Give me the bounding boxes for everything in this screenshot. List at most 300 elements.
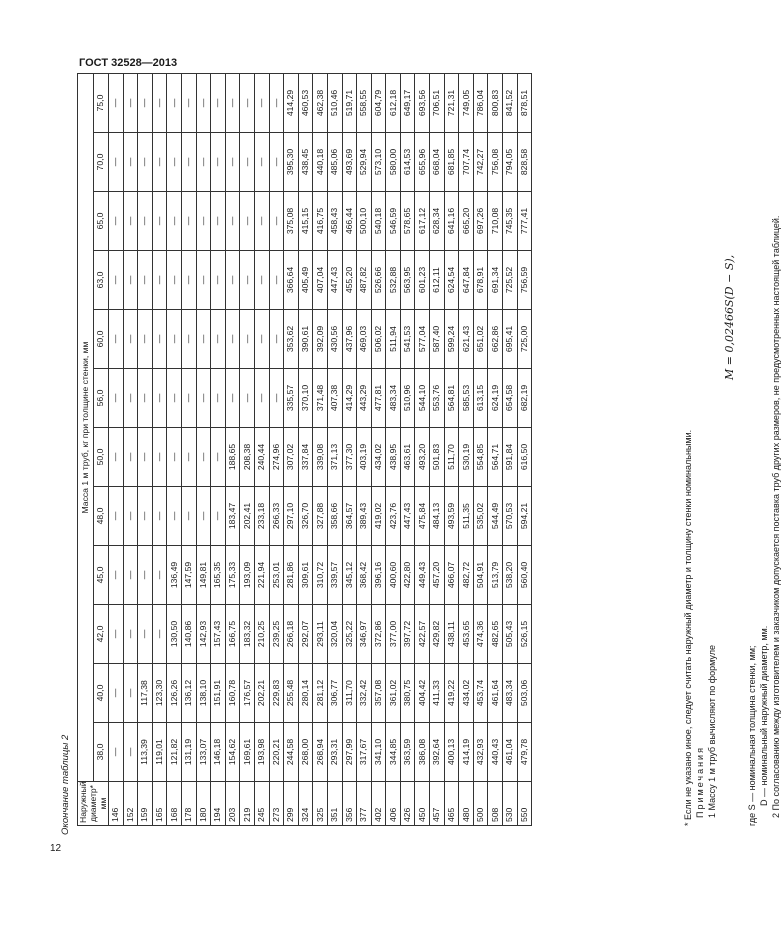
mass-cell: 339,57 <box>327 546 342 605</box>
mass-cell: 309,61 <box>298 546 313 605</box>
mass-cell: 361,02 <box>386 664 401 723</box>
mass-cell: 364,57 <box>342 487 357 546</box>
footnote: * Если не указано иное, следует считать наружный диаметр и толщину стенки номинальными. <box>683 429 693 826</box>
mass-cell: 310,72 <box>313 546 328 605</box>
mass-cell: 416,75 <box>313 192 328 251</box>
mass-cell: 434,02 <box>371 428 386 487</box>
diameter-cell: 194 <box>211 782 226 826</box>
mass-cell: 160,78 <box>225 664 240 723</box>
mass-cell: 130,50 <box>167 605 182 664</box>
thickness-header: 75,0 <box>93 74 108 133</box>
table-row <box>415 74 430 826</box>
mass-cell: — <box>109 74 124 133</box>
mass-cell: 169,61 <box>240 723 255 782</box>
mass-cell: — <box>152 192 167 251</box>
mass-cell: — <box>240 310 255 369</box>
table-row <box>152 74 167 826</box>
mass-cell: 371,48 <box>313 369 328 428</box>
mass-cell: 432,93 <box>473 723 488 782</box>
diameter-cell: 356 <box>342 782 357 826</box>
mass-cell: 725,52 <box>503 251 518 310</box>
table-row <box>269 74 284 826</box>
diameter-cell: 377 <box>357 782 372 826</box>
mass-cell: 482,72 <box>459 546 474 605</box>
mass-cell: — <box>254 133 269 192</box>
mass-cell: 756,59 <box>517 251 532 310</box>
mass-cell: — <box>211 487 226 546</box>
mass-cell: — <box>138 546 153 605</box>
mass-cell: 183,32 <box>240 605 255 664</box>
mass-cell: 208,38 <box>240 428 255 487</box>
mass-cell: 510,96 <box>400 369 415 428</box>
mass-cell: — <box>152 251 167 310</box>
mass-cell: 483,34 <box>386 369 401 428</box>
mass-cell: — <box>109 605 124 664</box>
mass-cell: 395,30 <box>284 133 299 192</box>
table-row <box>240 74 255 826</box>
mass-cell: 358,66 <box>327 487 342 546</box>
mass-cell: 505,43 <box>503 605 518 664</box>
table-row <box>167 74 182 826</box>
note-2: 2 По согласованию между изготовителем и заказчиком допускается поставка труб других размеров, не предусмотренных настоящей таблицей. <box>771 215 781 818</box>
mass-cell: — <box>123 487 138 546</box>
mass-cell: — <box>196 133 211 192</box>
mass-cell: 710,08 <box>488 192 503 251</box>
mass-cell: 415,15 <box>298 192 313 251</box>
notes-heading: Примечания <box>695 746 705 818</box>
mass-cell: 617,12 <box>415 192 430 251</box>
mass-cell: — <box>123 369 138 428</box>
mass-cell: 372,86 <box>371 605 386 664</box>
mass-cell: — <box>167 310 182 369</box>
mass-cell: 461,04 <box>503 723 518 782</box>
thickness-header: 48,0 <box>93 487 108 546</box>
table-notes <box>682 76 782 826</box>
mass-cell: — <box>123 664 138 723</box>
thickness-header: 45,0 <box>93 546 108 605</box>
diameter-cell: 550 <box>517 782 532 826</box>
mass-cell: 292,07 <box>298 605 313 664</box>
mass-cell: 149,81 <box>196 546 211 605</box>
mass-cell: 691,34 <box>488 251 503 310</box>
mass-cell: 614,53 <box>400 133 415 192</box>
mass-cell: 457,20 <box>430 546 445 605</box>
mass-cell: — <box>152 310 167 369</box>
mass-cell: 255,48 <box>284 664 299 723</box>
mass-formula: M = 0,02466S(D − S), <box>723 254 736 380</box>
diameter-header: Наружный диаметр* мм <box>78 782 109 826</box>
mass-cell: 193,09 <box>240 546 255 605</box>
mass-cell: — <box>211 428 226 487</box>
mass-cell: 317,67 <box>357 723 372 782</box>
mass-cell: — <box>123 546 138 605</box>
mass-cell: 210,25 <box>254 605 269 664</box>
table-row <box>357 74 372 826</box>
mass-cell: 202,21 <box>254 664 269 723</box>
mass-cell: 240,44 <box>254 428 269 487</box>
mass-cell: 437,96 <box>342 310 357 369</box>
mass-cell: 511,94 <box>386 310 401 369</box>
mass-cell: 487,82 <box>357 251 372 310</box>
mass-cell: 706,51 <box>430 74 445 133</box>
mass-cell: 564,71 <box>488 428 503 487</box>
mass-cell: 339,08 <box>313 428 328 487</box>
mass-cell: 544,49 <box>488 487 503 546</box>
mass-cell: 414,29 <box>284 74 299 133</box>
mass-cell: 400,13 <box>444 723 459 782</box>
mass-cell: 510,46 <box>327 74 342 133</box>
mass-cell: — <box>123 74 138 133</box>
mass-cell: — <box>181 192 196 251</box>
table-row <box>459 74 474 826</box>
table-row <box>109 74 124 826</box>
mass-cell: — <box>167 133 182 192</box>
table-row <box>181 74 196 826</box>
mass-cell: 612,11 <box>430 251 445 310</box>
mass-cell: — <box>123 428 138 487</box>
thickness-header: 40,0 <box>93 664 108 723</box>
mass-cell: 519,71 <box>342 74 357 133</box>
mass-cell: — <box>152 546 167 605</box>
mass-cell: 546,59 <box>386 192 401 251</box>
mass-cell: 693,56 <box>415 74 430 133</box>
diameter-cell: 180 <box>196 782 211 826</box>
mass-cell: 327,88 <box>313 487 328 546</box>
note-where-s: где S — номинальная толщина стенки, мм; <box>747 645 757 826</box>
mass-cell: 794,05 <box>503 133 518 192</box>
document-header: ГОСТ 32528—2013 <box>79 57 178 69</box>
mass-cell: 500,10 <box>357 192 372 251</box>
diameter-cell: 152 <box>123 782 138 826</box>
mass-cell: 878,51 <box>517 74 532 133</box>
mass-cell: 742,27 <box>473 133 488 192</box>
mass-cell: — <box>167 487 182 546</box>
mass-cell: 447,43 <box>400 487 415 546</box>
table-row <box>327 74 342 826</box>
mass-cell: 544,10 <box>415 369 430 428</box>
mass-cell: 377,30 <box>342 428 357 487</box>
mass-cell: 280,14 <box>298 664 313 723</box>
table-row <box>284 74 299 826</box>
mass-cell: 404,42 <box>415 664 430 723</box>
mass-cell: 229,83 <box>269 664 284 723</box>
mass-cell: 440,43 <box>488 723 503 782</box>
mass-cell: 344,85 <box>386 723 401 782</box>
mass-cell: 138,10 <box>196 664 211 723</box>
mass-cell: 297,10 <box>284 487 299 546</box>
diameter-cell: 450 <box>415 782 430 826</box>
mass-cell: — <box>167 428 182 487</box>
mass-cell: 293,31 <box>327 723 342 782</box>
mass-cell: — <box>181 251 196 310</box>
mass-cell: 721,31 <box>444 74 459 133</box>
mass-cell: 113,39 <box>138 723 153 782</box>
mass-cell: — <box>109 369 124 428</box>
mass-cell: — <box>196 369 211 428</box>
mass-cell: 503,06 <box>517 664 532 723</box>
thickness-header: 42,0 <box>93 605 108 664</box>
mass-cell: — <box>167 192 182 251</box>
diameter-cell: 426 <box>400 782 415 826</box>
mass-cell: — <box>138 74 153 133</box>
mass-cell: 233,18 <box>254 487 269 546</box>
mass-cell: 403,19 <box>357 428 372 487</box>
mass-cell: 392,09 <box>313 310 328 369</box>
mass-cell: 447,43 <box>327 251 342 310</box>
mass-cell: 647,84 <box>459 251 474 310</box>
mass-cell: 749,05 <box>459 74 474 133</box>
mass-cell: — <box>167 251 182 310</box>
diameter-cell: 465 <box>444 782 459 826</box>
mass-cell: 475,84 <box>415 487 430 546</box>
mass-cell: 678,91 <box>473 251 488 310</box>
mass-cell: 493,20 <box>415 428 430 487</box>
page-number: 12 <box>50 843 62 854</box>
mass-cell: — <box>196 487 211 546</box>
mass-cell: — <box>109 546 124 605</box>
thickness-header: 70,0 <box>93 133 108 192</box>
mass-cell: 411,33 <box>430 664 445 723</box>
mass-cell: 616,50 <box>517 428 532 487</box>
diameter-cell: 351 <box>327 782 342 826</box>
mass-cell: 266,18 <box>284 605 299 664</box>
mass-cell: 577,04 <box>415 310 430 369</box>
mass-cell: 530,19 <box>459 428 474 487</box>
mass-cell: — <box>254 310 269 369</box>
table-row <box>386 74 401 826</box>
mass-cell: 157,43 <box>211 605 226 664</box>
mass-cell: 828,58 <box>517 133 532 192</box>
diameter-cell: 219 <box>240 782 255 826</box>
mass-cell: 662,86 <box>488 310 503 369</box>
mass-cell: — <box>138 251 153 310</box>
mass-cell: 841,52 <box>503 74 518 133</box>
mass-cell: — <box>123 310 138 369</box>
mass-cell: 121,82 <box>167 723 182 782</box>
mass-cell: — <box>181 74 196 133</box>
mass-cell: — <box>109 310 124 369</box>
mass-cell: 501,83 <box>430 428 445 487</box>
mass-cell: 166,75 <box>225 605 240 664</box>
diameter-cell: 178 <box>181 782 196 826</box>
mass-cell: 485,06 <box>327 133 342 192</box>
mass-cell: — <box>240 74 255 133</box>
mass-cell: 345,12 <box>342 546 357 605</box>
mass-cell: — <box>225 133 240 192</box>
mass-cell: — <box>240 133 255 192</box>
diameter-cell: 245 <box>254 782 269 826</box>
mass-cell: 422,80 <box>400 546 415 605</box>
mass-cell: — <box>269 133 284 192</box>
mass-cell: 146,18 <box>211 723 226 782</box>
thickness-header: 60,0 <box>93 310 108 369</box>
mass-cell: — <box>138 310 153 369</box>
mass-cell: 594,21 <box>517 487 532 546</box>
mass-cell: 202,41 <box>240 487 255 546</box>
mass-cell: — <box>211 310 226 369</box>
mass-cell: — <box>196 192 211 251</box>
mass-cell: 326,70 <box>298 487 313 546</box>
mass-cell: — <box>240 192 255 251</box>
mass-cell: 423,76 <box>386 487 401 546</box>
mass-cell: — <box>138 487 153 546</box>
mass-cell: 511,35 <box>459 487 474 546</box>
mass-cell: 621,43 <box>459 310 474 369</box>
mass-cell: — <box>109 664 124 723</box>
mass-cell: — <box>181 369 196 428</box>
mass-cell: 560,40 <box>517 546 532 605</box>
mass-cell: 332,42 <box>357 664 372 723</box>
mass-cell: 430,56 <box>327 310 342 369</box>
table-row <box>138 74 153 826</box>
table-row <box>473 74 488 826</box>
mass-cell: 466,44 <box>342 192 357 251</box>
mass-cell: — <box>152 428 167 487</box>
mass-cell: 375,08 <box>284 192 299 251</box>
mass-cell: 460,53 <box>298 74 313 133</box>
mass-cell: — <box>254 74 269 133</box>
mass-cell: 651,02 <box>473 310 488 369</box>
mass-cell: — <box>225 192 240 251</box>
mass-cell: 538,20 <box>503 546 518 605</box>
mass-cell: 483,34 <box>503 664 518 723</box>
mass-cell: 306,77 <box>327 664 342 723</box>
mass-cell: 624,54 <box>444 251 459 310</box>
table-row <box>400 74 415 826</box>
mass-cell: — <box>269 74 284 133</box>
mass-cell: 564,81 <box>444 369 459 428</box>
mass-table <box>77 73 532 826</box>
mass-cell: — <box>152 369 167 428</box>
mass-cell: 707,74 <box>459 133 474 192</box>
mass-cell: 390,61 <box>298 310 313 369</box>
mass-cell: 526,15 <box>517 605 532 664</box>
mass-cell: 474,36 <box>473 605 488 664</box>
mass-cell: — <box>196 74 211 133</box>
mass-cell: 142,93 <box>196 605 211 664</box>
mass-cell: 165,35 <box>211 546 226 605</box>
diameter-cell: 530 <box>503 782 518 826</box>
table-row <box>254 74 269 826</box>
diameter-cell: 457 <box>430 782 445 826</box>
mass-cell: — <box>138 192 153 251</box>
mass-cell: 541,53 <box>400 310 415 369</box>
thickness-header: 38,0 <box>93 723 108 782</box>
mass-cell: 221,94 <box>254 546 269 605</box>
mass-cell: 337,84 <box>298 428 313 487</box>
note-1: 1 Массу 1 м труб вычисляют по формуле <box>707 645 717 818</box>
mass-cell: — <box>196 251 211 310</box>
mass-cell: — <box>109 723 124 782</box>
mass-cell: 641,16 <box>444 192 459 251</box>
mass-cell: 268,94 <box>313 723 328 782</box>
mass-cell: 469,03 <box>357 310 372 369</box>
table-row <box>298 74 313 826</box>
mass-cell: 604,79 <box>371 74 386 133</box>
mass-cell: 628,34 <box>430 192 445 251</box>
mass-cell: — <box>181 428 196 487</box>
mass-cell: — <box>109 487 124 546</box>
mass-cell: 407,04 <box>313 251 328 310</box>
mass-cell: 396,16 <box>371 546 386 605</box>
mass-cell: — <box>269 192 284 251</box>
diameter-cell: 168 <box>167 782 182 826</box>
mass-cell: 580,00 <box>386 133 401 192</box>
diameter-cell: 402 <box>371 782 386 826</box>
mass-cell: — <box>181 487 196 546</box>
mass-cell: 438,95 <box>386 428 401 487</box>
mass-cell: 193,98 <box>254 723 269 782</box>
mass-cell: 117,38 <box>138 664 153 723</box>
mass-cell: 119,01 <box>152 723 167 782</box>
diameter-cell: 299 <box>284 782 299 826</box>
mass-cell: 613,15 <box>473 369 488 428</box>
mass-cell: — <box>225 251 240 310</box>
mass-cell: 414,29 <box>342 369 357 428</box>
mass-cell: 422,57 <box>415 605 430 664</box>
mass-cell: 535,02 <box>473 487 488 546</box>
mass-cell: — <box>181 310 196 369</box>
mass-cell: 601,23 <box>415 251 430 310</box>
mass-cell: 268,00 <box>298 723 313 782</box>
mass-cell: 147,59 <box>181 546 196 605</box>
mass-cell: — <box>123 251 138 310</box>
mass-cell: — <box>269 369 284 428</box>
diameter-cell: 146 <box>109 782 124 826</box>
table-row <box>430 74 445 826</box>
table-row <box>225 74 240 826</box>
mass-cell: 136,12 <box>181 664 196 723</box>
mass-cell: — <box>167 369 182 428</box>
mass-cell: 371,13 <box>327 428 342 487</box>
mass-cell: 453,74 <box>473 664 488 723</box>
mass-cell: 357,08 <box>371 664 386 723</box>
mass-cell: 380,75 <box>400 664 415 723</box>
mass-cell: 438,45 <box>298 133 313 192</box>
mass-cell: 440,18 <box>313 133 328 192</box>
mass-cell: 591,84 <box>503 428 518 487</box>
mass-cell: 400,60 <box>386 546 401 605</box>
mass-cell: 414,19 <box>459 723 474 782</box>
mass-cell: — <box>138 133 153 192</box>
mass-cell: 513,79 <box>488 546 503 605</box>
mass-cell: 307,02 <box>284 428 299 487</box>
mass-cell: 188,65 <box>225 428 240 487</box>
table-caption: Окончание таблицы 2 <box>60 734 71 835</box>
mass-cell: — <box>181 133 196 192</box>
mass-cell: 133,07 <box>196 723 211 782</box>
mass-cell: — <box>123 133 138 192</box>
rotated-table-block <box>60 75 781 835</box>
diameter-cell: 273 <box>269 782 284 826</box>
mass-cell: — <box>138 605 153 664</box>
mass-cell: 407,38 <box>327 369 342 428</box>
mass-cell: 477,81 <box>371 369 386 428</box>
mass-cell: 320,04 <box>327 605 342 664</box>
mass-cell: 655,96 <box>415 133 430 192</box>
mass-cell: — <box>225 74 240 133</box>
mass-cell: — <box>196 428 211 487</box>
thickness-header: 50,0 <box>93 428 108 487</box>
mass-cell: — <box>152 487 167 546</box>
mass-cell: — <box>109 428 124 487</box>
mass-cell: — <box>152 605 167 664</box>
table-row <box>196 74 211 826</box>
diameter-cell: 165 <box>152 782 167 826</box>
table-row <box>444 74 459 826</box>
mass-cell: 274,96 <box>269 428 284 487</box>
diameter-cell: 325 <box>313 782 328 826</box>
